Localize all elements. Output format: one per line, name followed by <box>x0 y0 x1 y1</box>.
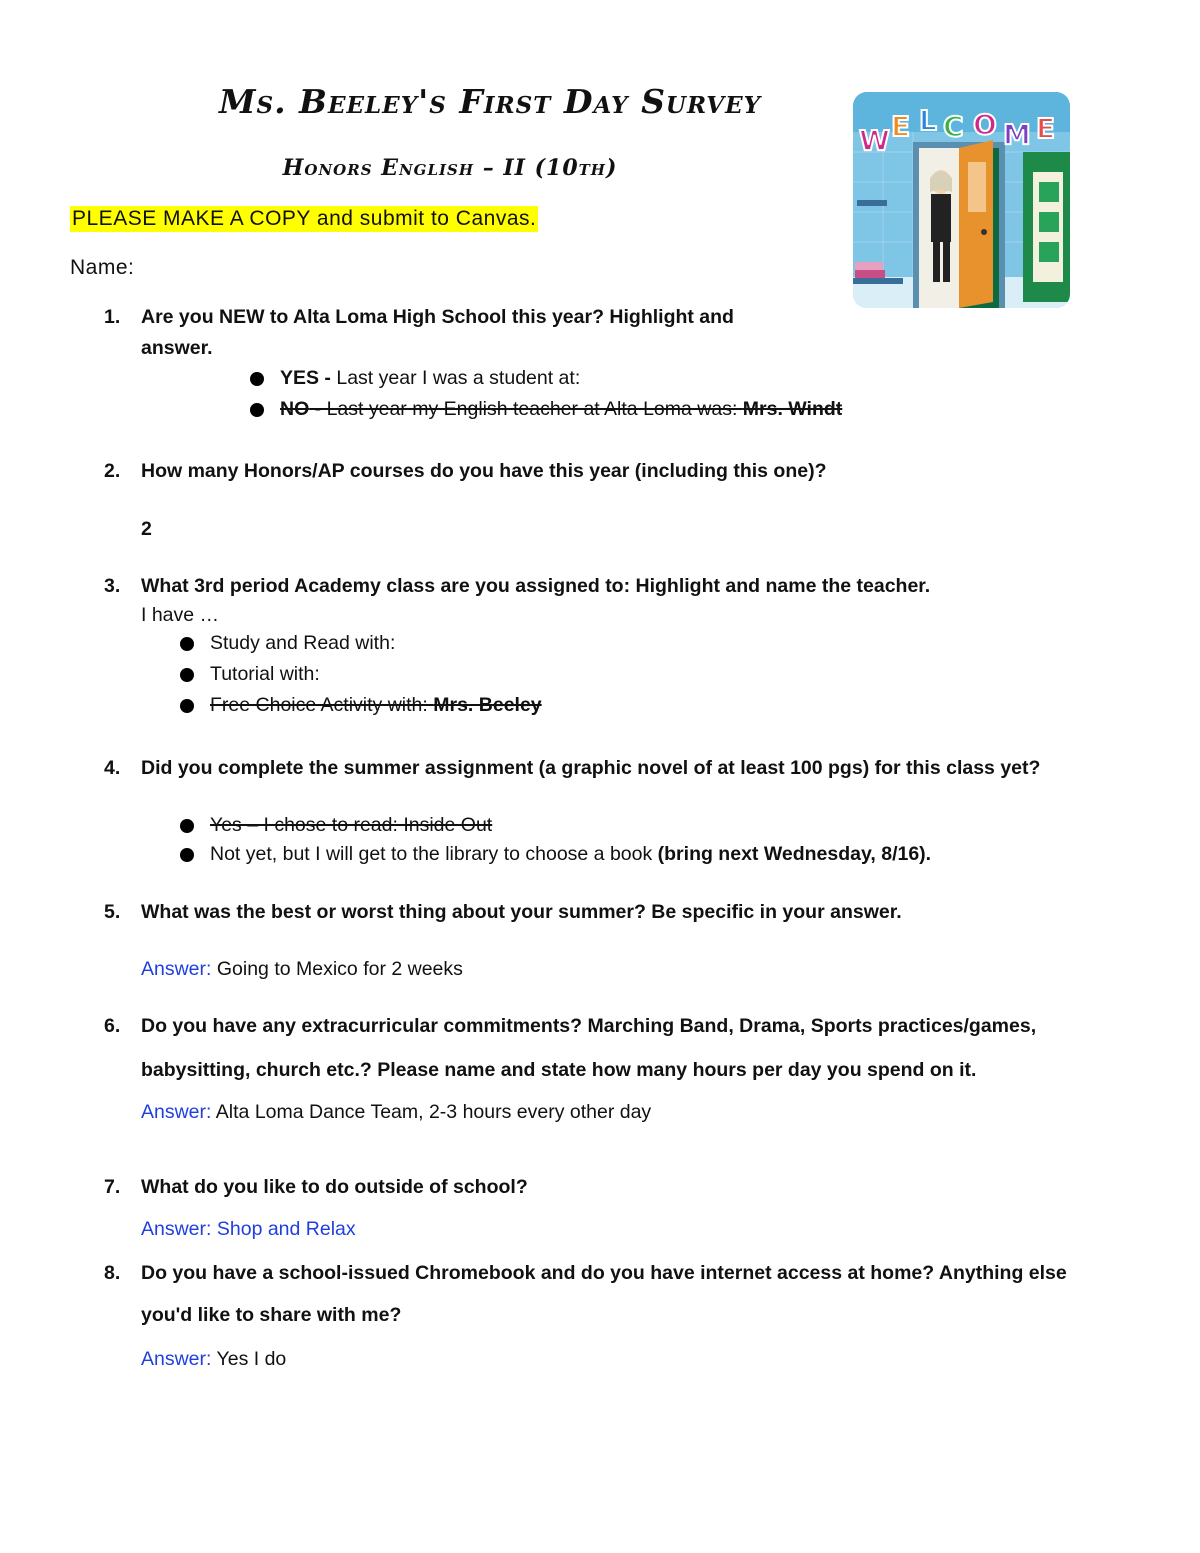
question-text-cont: answer. <box>141 337 213 359</box>
answer-line <box>141 954 463 984</box>
question-number: 8. <box>104 1262 121 1284</box>
answer-label: Answer: <box>141 1218 212 1240</box>
bullet-icon <box>180 699 194 713</box>
question-number: 6. <box>104 1015 121 1037</box>
question-text: What do you like to do outside of school? <box>141 1176 528 1198</box>
question-number: 5. <box>104 901 121 923</box>
question-text: Do you have a school-issued Chromebook and do you have internet access at home? Anything else <box>141 1262 1067 1284</box>
answer-label: Answer: <box>141 958 212 980</box>
welcome-letter: E <box>1036 112 1056 145</box>
welcome-letter: W <box>859 124 890 157</box>
question-text: What 3rd period Academy class are you assigned to: Highlight and name the teacher. <box>141 575 931 597</box>
answer-text: Shop and Relax <box>211 1218 356 1240</box>
welcome-letter: E <box>891 110 911 143</box>
answer-line <box>141 1214 356 1244</box>
welcome-letter: L <box>919 104 937 137</box>
answer-text: Yes I do <box>211 1348 287 1370</box>
answer-text: Alta Loma Dance Team, 2-3 hours every other day <box>211 1101 652 1123</box>
question-number: 3. <box>104 575 121 597</box>
instruction-highlight: PLEASE MAKE A COPY and submit to Canvas. <box>72 207 537 230</box>
page-title: Ms. Beeley's First Day Survey <box>218 82 762 121</box>
answer-text: Going to Mexico for 2 weeks <box>211 958 463 980</box>
welcome-illustration <box>853 92 1070 308</box>
bullet-icon <box>180 637 194 651</box>
name-label: Name: <box>70 256 135 279</box>
answer-text: 2 <box>141 518 152 540</box>
question-text: Are you NEW to Alta Loma High School this year? Highlight and <box>141 306 734 328</box>
question-number: 7. <box>104 1176 121 1198</box>
welcome-letter: M <box>1003 118 1031 151</box>
question-text: Do you have any extracurricular commitments? Marching Band, Drama, Sports practices/games, <box>141 1015 1037 1037</box>
bullet-icon <box>180 668 194 682</box>
question-text: Did you complete the summer assignment (a graphic novel of at least 100 pgs) for this class yet? <box>141 757 1041 779</box>
bullet-icon <box>180 848 194 862</box>
answer-label: Answer: <box>141 1348 212 1370</box>
welcome-letter: C <box>943 110 964 143</box>
question-text-cont: babysitting, church etc.? Please name and state how many hours per day you spend on it. <box>141 1059 977 1081</box>
question-text-cont: you'd like to share with me? <box>141 1304 402 1326</box>
answer-label: Answer: <box>141 1101 212 1123</box>
question-number: 4. <box>104 757 121 779</box>
bullet-icon <box>180 819 194 833</box>
question-text: How many Honors/AP courses do you have this year (including this one)? <box>141 460 827 482</box>
question-number: 2. <box>104 460 121 482</box>
question-number: 1. <box>104 306 121 328</box>
welcome-letter: O <box>973 108 997 141</box>
bullet-icon <box>250 403 264 417</box>
page-subtitle: Honors English – II (10th) <box>282 155 618 181</box>
bullet-icon <box>250 372 264 386</box>
question-lead: I have … <box>141 604 220 626</box>
document-page: Ms. Beeley's First Day Survey Honors English – II (10th) PLEASE MAKE A COPY and submit to Canvas. Name: W E L C O M E 1. Are you NEW to Alta Loma High School this year? Highlight and answer. YES - Last year I was a student at: NO - Last year my English teacher at Alta Loma was: Mrs. Windt 2. How many Honors/AP courses do you have this year (including this one)? 2 3. What 3rd period Academy class are you assigned to: Highlight and name the teacher. I have … Study and Read with: Tutorial with: Free Choice Activity with: Mrs. Beeley 4. Did you complete the summer assignment (a graphic novel of at least 100 pgs) for this class yet? Yes – I chose to read: Inside Out Not yet, but I will get to the library to choose a book (bring next Wednesday, 8/16). 5. What was the best or worst thing about your summer? Be specific in your answer. Answer: Going to Mexico for 2 weeks 6. Do you have any extracurricular commitments? Marching Band, Drama, Sports practices/games, babysitting, church etc.? Please name and state how many hours per day you spend on it. Answer: Alta Loma Dance Team, 2-3 hours every other day 7. What do you like to do outside of school? Answer: Shop and Relax 8. Do you have a school-issued Chromebook and do you have internet access at home? Anything else you'd like to share with me? Answer: Yes I do <box>0 0 1200 1553</box>
answer-line <box>141 1344 286 1374</box>
answer-line <box>141 1097 651 1127</box>
question-text: What was the best or worst thing about your summer? Be specific in your answer. <box>141 901 902 923</box>
